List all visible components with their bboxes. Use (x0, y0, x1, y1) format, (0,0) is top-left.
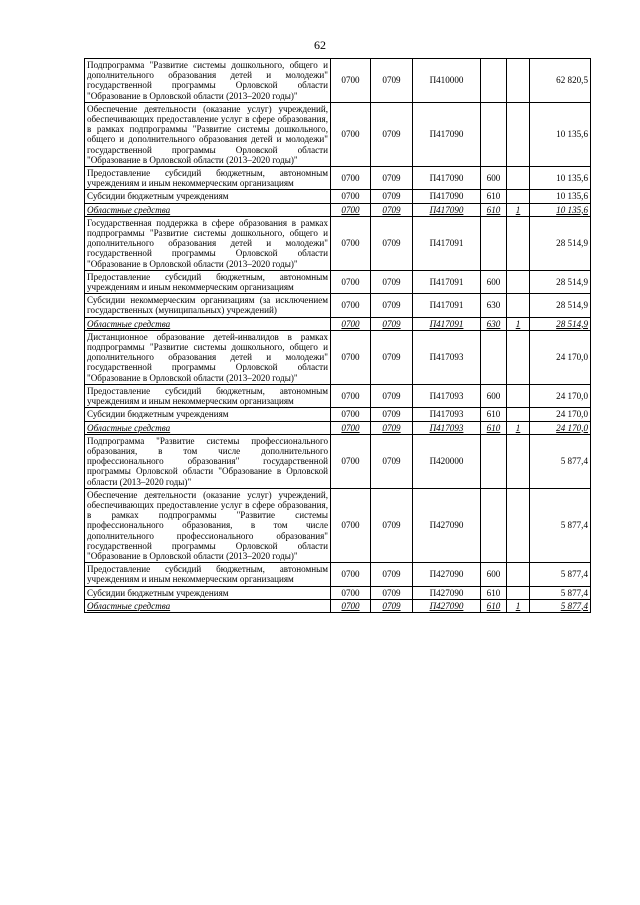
subsection-code-cell: 0709 (371, 599, 413, 612)
funding-source-code-cell: 1 (507, 203, 530, 216)
funding-source-code-cell (507, 294, 530, 317)
funding-source-code-cell: 1 (507, 599, 530, 612)
section-code-cell: 0700 (331, 421, 371, 434)
item-name-cell: Областные средства (85, 203, 331, 216)
funding-source-code-cell (507, 408, 530, 421)
expense-type-code-cell: 630 (481, 294, 507, 317)
expense-type-code-cell (481, 59, 507, 103)
section-code-cell: 0700 (331, 488, 371, 562)
expense-type-code-cell (481, 216, 507, 270)
table-row (85, 59, 591, 103)
section-code-cell: 0700 (331, 384, 371, 407)
item-name-cell: Областные средства (85, 421, 331, 434)
funding-source-code-cell (507, 270, 530, 293)
table-row (85, 102, 591, 166)
amount-cell: 10 135,6 (530, 190, 591, 203)
target-article-code-cell: П417090 (413, 190, 481, 203)
section-code-cell: 0700 (331, 216, 371, 270)
amount-cell: 10 135,6 (530, 102, 591, 166)
item-name-cell: Государственная поддержка в сфере образования в рамках подпрограммы "Развитие системы дошкольного, общего и дополнительного образования детей и молодежи" государственной программы Орловской области "Образование в Орловской области (2013–2020 годы)" (85, 216, 331, 270)
table-row (85, 586, 591, 599)
target-article-code-cell: П417091 (413, 270, 481, 293)
target-article-code-cell: П417091 (413, 294, 481, 317)
budget-table-body (85, 59, 591, 613)
item-name-cell: Субсидии бюджетным учреждениям (85, 190, 331, 203)
section-code-cell: 0700 (331, 190, 371, 203)
section-code-cell: 0700 (331, 586, 371, 599)
section-code-cell: 0700 (331, 330, 371, 384)
section-code-cell: 0700 (331, 408, 371, 421)
target-article-code-cell: П417093 (413, 421, 481, 434)
expense-type-code-cell: 600 (481, 270, 507, 293)
target-article-code-cell: П427090 (413, 563, 481, 586)
amount-cell: 28 514,9 (530, 317, 591, 330)
subsection-code-cell: 0709 (371, 102, 413, 166)
amount-cell: 10 135,6 (530, 167, 591, 190)
item-name-cell: Субсидии бюджетным учреждениям (85, 408, 331, 421)
expense-type-code-cell: 600 (481, 563, 507, 586)
section-code-cell: 0700 (331, 102, 371, 166)
subsection-code-cell: 0709 (371, 167, 413, 190)
target-article-code-cell: П417091 (413, 216, 481, 270)
item-name-cell: Дистанционное образование детей-инвалидов в рамках подпрограммы "Развитие системы дошкольного, общего и дополнительного образования детей и молодежи" государственной программы Орловской области "Образование в Орловской области (2013–2020 годы)" (85, 330, 331, 384)
table-row (85, 384, 591, 407)
section-code-cell: 0700 (331, 59, 371, 103)
funding-source-code-cell (507, 102, 530, 166)
subsection-code-cell: 0709 (371, 408, 413, 421)
amount-cell: 24 170,0 (530, 421, 591, 434)
subsection-code-cell: 0709 (371, 270, 413, 293)
table-row (85, 317, 591, 330)
section-code-cell: 0700 (331, 317, 371, 330)
subsection-code-cell: 0709 (371, 203, 413, 216)
expense-type-code-cell (481, 434, 507, 488)
section-code-cell: 0700 (331, 599, 371, 612)
funding-source-code-cell (507, 167, 530, 190)
item-name-cell: Областные средства (85, 599, 331, 612)
amount-cell: 28 514,9 (530, 270, 591, 293)
target-article-code-cell: П420000 (413, 434, 481, 488)
target-article-code-cell: П417093 (413, 408, 481, 421)
funding-source-code-cell (507, 586, 530, 599)
section-code-cell: 0700 (331, 294, 371, 317)
section-code-cell: 0700 (331, 203, 371, 216)
funding-source-code-cell: 1 (507, 421, 530, 434)
table-row (85, 488, 591, 562)
expense-type-code-cell (481, 488, 507, 562)
amount-cell: 62 820,5 (530, 59, 591, 103)
item-name-cell: Областные средства (85, 317, 331, 330)
subsection-code-cell: 0709 (371, 216, 413, 270)
section-code-cell: 0700 (331, 563, 371, 586)
target-article-code-cell: П410000 (413, 59, 481, 103)
table-row (85, 270, 591, 293)
amount-cell: 28 514,9 (530, 216, 591, 270)
target-article-code-cell: П427090 (413, 488, 481, 562)
funding-source-code-cell (507, 330, 530, 384)
section-code-cell: 0700 (331, 434, 371, 488)
target-article-code-cell: П417090 (413, 102, 481, 166)
item-name-cell: Предоставление субсидий бюджетным, автономным учреждениям и иным некоммерческим организациям (85, 270, 331, 293)
subsection-code-cell: 0709 (371, 421, 413, 434)
table-row (85, 434, 591, 488)
target-article-code-cell: П417091 (413, 317, 481, 330)
item-name-cell: Субсидии бюджетным учреждениям (85, 586, 331, 599)
expense-type-code-cell: 610 (481, 421, 507, 434)
amount-cell: 5 877,4 (530, 434, 591, 488)
subsection-code-cell: 0709 (371, 384, 413, 407)
section-code-cell: 0700 (331, 167, 371, 190)
expense-type-code-cell (481, 330, 507, 384)
expense-type-code-cell: 600 (481, 167, 507, 190)
subsection-code-cell: 0709 (371, 317, 413, 330)
table-row (85, 216, 591, 270)
funding-source-code-cell (507, 59, 530, 103)
amount-cell: 24 170,0 (530, 408, 591, 421)
budget-table (84, 58, 591, 613)
expense-type-code-cell: 610 (481, 190, 507, 203)
expense-type-code-cell: 600 (481, 384, 507, 407)
expense-type-code-cell: 610 (481, 599, 507, 612)
funding-source-code-cell (507, 434, 530, 488)
item-name-cell: Предоставление субсидий бюджетным, автономным учреждениям и иным некоммерческим организациям (85, 384, 331, 407)
subsection-code-cell: 0709 (371, 586, 413, 599)
amount-cell: 5 877,4 (530, 488, 591, 562)
item-name-cell: Предоставление субсидий бюджетным, автономным учреждениям и иным некоммерческим организациям (85, 167, 331, 190)
table-row (85, 167, 591, 190)
expense-type-code-cell: 610 (481, 586, 507, 599)
subsection-code-cell: 0709 (371, 434, 413, 488)
expense-type-code-cell: 630 (481, 317, 507, 330)
expense-type-code-cell: 610 (481, 203, 507, 216)
funding-source-code-cell (507, 488, 530, 562)
item-name-cell: Обеспечение деятельности (оказание услуг) учреждений, обеспечивающих предоставление услуг в сфере образования, в рамках подпрограммы "Развитие системы профессионального образования, в том числе дополнительного профессионального образования" государственной программы Орловской области "Образование в Орловской области (2013–2020 годы)" (85, 488, 331, 562)
amount-cell: 5 877,4 (530, 563, 591, 586)
target-article-code-cell: П427090 (413, 599, 481, 612)
section-code-cell: 0700 (331, 270, 371, 293)
subsection-code-cell: 0709 (371, 294, 413, 317)
table-row (85, 294, 591, 317)
subsection-code-cell: 0709 (371, 190, 413, 203)
table-row (85, 599, 591, 612)
amount-cell: 24 170,0 (530, 384, 591, 407)
subsection-code-cell: 0709 (371, 330, 413, 384)
amount-cell: 10 135,6 (530, 203, 591, 216)
amount-cell: 28 514,9 (530, 294, 591, 317)
funding-source-code-cell (507, 563, 530, 586)
table-row (85, 330, 591, 384)
table-row (85, 190, 591, 203)
expense-type-code-cell: 610 (481, 408, 507, 421)
item-name-cell: Подпрограмма "Развитие системы профессионального образования, в том числе дополнительного профессионального образования" государственной программы Орловской области "Образование в Орловской области (2013–2020 годы)" (85, 434, 331, 488)
item-name-cell: Подпрограмма "Развитие системы дошкольного, общего и дополнительного образования детей и молодежи" государственной программы Орловской области "Образование в Орловской области (2013–2020 годы)" (85, 59, 331, 103)
amount-cell: 5 877,4 (530, 586, 591, 599)
item-name-cell: Субсидии некоммерческим организациям (за исключением государственных (муниципальных) учреждений) (85, 294, 331, 317)
table-row (85, 203, 591, 216)
table-row (85, 563, 591, 586)
target-article-code-cell: П417093 (413, 384, 481, 407)
subsection-code-cell: 0709 (371, 59, 413, 103)
subsection-code-cell: 0709 (371, 488, 413, 562)
target-article-code-cell: П417090 (413, 167, 481, 190)
amount-cell: 24 170,0 (530, 330, 591, 384)
amount-cell: 5 877,4 (530, 599, 591, 612)
funding-source-code-cell (507, 216, 530, 270)
table-row (85, 421, 591, 434)
target-article-code-cell: П427090 (413, 586, 481, 599)
target-article-code-cell: П417090 (413, 203, 481, 216)
funding-source-code-cell (507, 190, 530, 203)
page-number: 62 (314, 38, 326, 52)
subsection-code-cell: 0709 (371, 563, 413, 586)
item-name-cell: Предоставление субсидий бюджетным, автономным учреждениям и иным некоммерческим организациям (85, 563, 331, 586)
funding-source-code-cell: 1 (507, 317, 530, 330)
funding-source-code-cell (507, 384, 530, 407)
item-name-cell: Обеспечение деятельности (оказание услуг) учреждений, обеспечивающих предоставление услуг в сфере образования, в рамках подпрограммы "Развитие системы дошкольного, общего и дополнительного образования детей и молодежи" государственной программы Орловской области "Образование в Орловской области (2013–2020 годы)" (85, 102, 331, 166)
expense-type-code-cell (481, 102, 507, 166)
table-row (85, 408, 591, 421)
target-article-code-cell: П417093 (413, 330, 481, 384)
